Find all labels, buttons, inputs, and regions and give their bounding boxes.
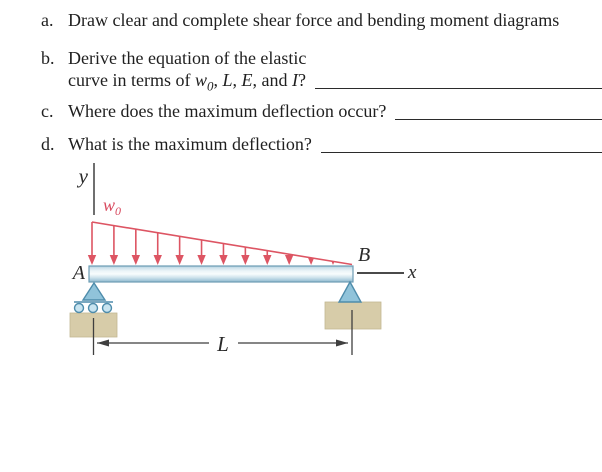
load-magnitude-label: $w_0$: [103, 195, 122, 218]
load-arrow-head: [263, 255, 271, 265]
question-b-line2-text: curve in terms of $w_0$, L, E, and I?: [68, 70, 306, 94]
answer-blank-c: [395, 100, 602, 120]
span-length-label: L: [217, 332, 229, 356]
dimension-arrow-left: [97, 340, 109, 347]
question-b-line2: [68, 69, 602, 98]
dimension-arrow-right: [336, 340, 348, 347]
question-a-label: a.: [41, 10, 54, 30]
question-b-label: b.: [41, 48, 55, 68]
support-a-roller-wheel: [103, 304, 112, 313]
question-a-text: Draw clear and complete shear force and bending moment diagrams: [68, 10, 560, 30]
question-c: [41, 100, 602, 122]
question-b-line1: Derive the equation of the elastic: [68, 48, 307, 68]
support-a-roller-wheel: [89, 304, 98, 313]
question-d-label: d.: [41, 134, 55, 154]
answer-blank-b: [315, 69, 602, 89]
load-arrow-head: [331, 261, 334, 265]
support-a-roller-wheel: [75, 304, 84, 313]
support-a-label: A: [72, 262, 85, 284]
question-c-label: c.: [41, 101, 54, 121]
load-arrow-head: [285, 255, 293, 265]
load-arrow-head: [88, 255, 96, 265]
question-d: [41, 133, 602, 155]
load-arrow-head: [132, 255, 140, 265]
support-b-label: B: [358, 244, 371, 266]
load-arrow-head: [241, 255, 249, 265]
y-axis-label: y: [78, 164, 88, 188]
support-b-pin: [325, 282, 381, 329]
load-arrow-head: [110, 255, 118, 265]
answer-blank-d: [321, 133, 602, 153]
question-c-text: Where does the maximum deflection occur?: [68, 101, 387, 121]
question-a: [41, 9, 602, 31]
span-dimension: [94, 310, 353, 356]
load-arrows: [88, 222, 335, 265]
beam-diagram: [0, 158, 602, 372]
load-arrow-head: [219, 255, 227, 265]
support-b-base-block: [325, 302, 381, 329]
load-arrow-head: [154, 255, 162, 265]
beam: [89, 266, 353, 282]
load-arrow-head: [175, 255, 183, 265]
load-arrow-head: [308, 258, 314, 265]
support-a-triangle: [83, 283, 105, 300]
support-b-triangle: [339, 282, 361, 302]
x-axis-label: x: [408, 262, 417, 283]
question-b: [41, 47, 602, 98]
question-d-text: What is the maximum deflection?: [68, 134, 312, 154]
load-arrow-head: [197, 255, 205, 265]
